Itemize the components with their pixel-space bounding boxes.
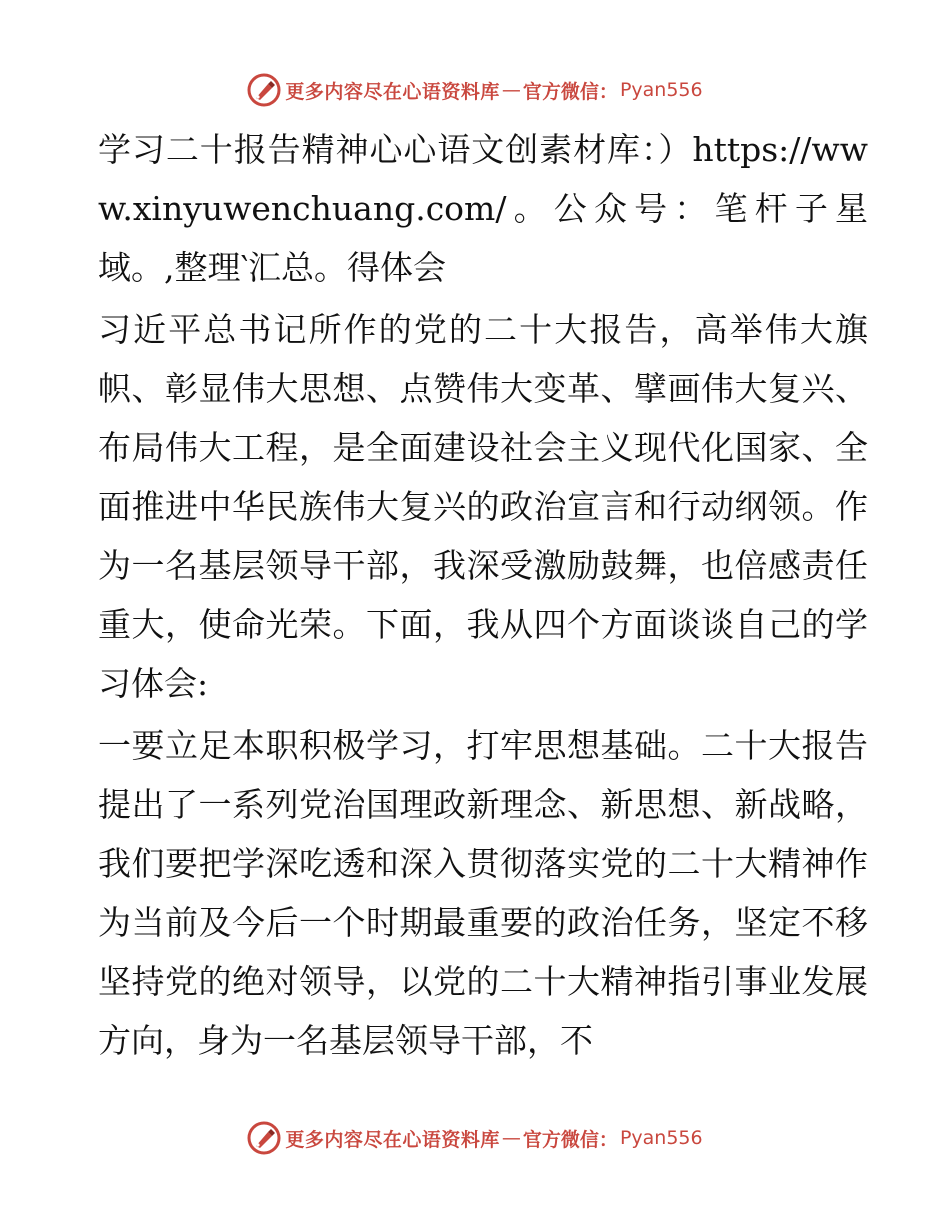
header-watermark-banner [0,70,950,110]
document-body [98,120,868,1073]
banner-main-text: 更多内容尽在心语资料库 [285,80,500,103]
footer-watermark-banner [0,1118,950,1158]
paragraph-intro: 学习二十报告精神心心语文创素材库：）https://www.xinyuwenchuang.com/。公众号：笔杆子星域。,整理‵汇总。得体会 [98,130,868,287]
banner-contact-label: 官方微信： [522,80,618,103]
banner-wechat-id: Pyan556 [619,1127,703,1149]
pen-logo-icon [247,1121,281,1155]
pen-logo-icon [247,73,281,107]
banner-contact-label: 官方微信： [522,1128,618,1151]
banner-wechat-id: Pyan556 [619,79,703,101]
banner-main-text: 更多内容尽在心语资料库 [285,1128,500,1151]
banner-separator: — [501,1127,521,1149]
paragraph-point-one: 一要立足本职积极学习，打牢思想基础。二十大报告提出了一系列党治国理政新理念、新思想、新战略，我们要把学深吃透和深入贯彻落实党的二十大精神作为当前及今后一个时期最重要的政治任务，坚定不移坚持党的绝对领导，以党的二十大精神指引事业发展方向，身为一名基层领导干部，不 [98,726,868,1060]
paragraph-report-summary: 习近平总书记所作的党的二十大报告，高举伟大旗帜、彰显伟大思想、点赞伟大变革、擘画伟大复兴、布局伟大工程，是全面建设社会主义现代化国家、全面推进中华民族伟大复兴的政治宣言和行动纲领。作为一名基层领导干部，我深受激励鼓舞，也倍感责任重大，使命光荣。下面，我从四个方面谈谈自己的学习体会: [98,310,868,703]
banner-separator: — [501,79,521,101]
